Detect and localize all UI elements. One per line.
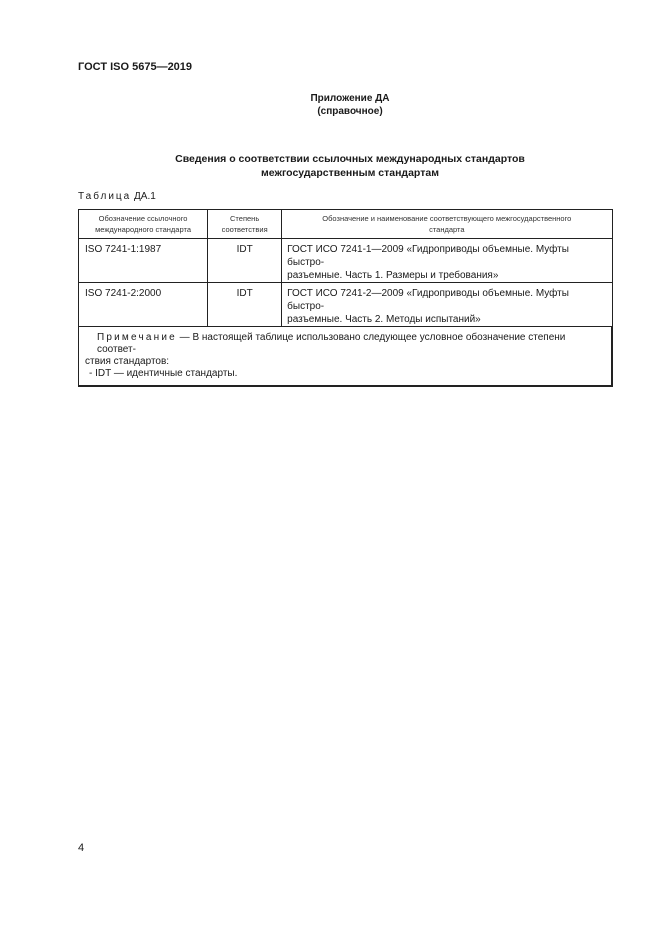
header-intl-standard — [79, 210, 208, 239]
standards-table — [78, 209, 613, 387]
header-col2-line1: Степень — [230, 214, 260, 223]
cell-interstate-line1: ГОСТ ИСО 7241-1—2009 «Гидроприводы объемные. Муфты быстро- — [287, 244, 569, 268]
note-item: - IDT — идентичные стандарты. — [89, 368, 238, 379]
cell-interstate-line2: разъемные. Часть 2. Методы испытаний» — [287, 314, 481, 325]
header-degree — [208, 210, 282, 239]
header-col3-line1: Обозначение и наименование соответствующего межгосударственного — [322, 214, 572, 223]
note-text-line2: ствия стандартов: — [85, 356, 170, 367]
cell-degree: IDT — [208, 283, 282, 327]
table-caption-number: ДА.1 — [134, 191, 156, 202]
cell-degree: IDT — [208, 239, 282, 283]
header-col2-line2: соответствия — [221, 225, 268, 234]
table-header-row — [79, 210, 613, 239]
note-first-line — [85, 332, 605, 356]
appendix-subtitle: (справочное) — [317, 106, 383, 117]
section-title — [100, 152, 600, 180]
note-label: Примечание — [97, 332, 177, 343]
table-row — [79, 283, 613, 327]
cell-intl-standard: ISO 7241-2:2000 — [79, 283, 208, 327]
cell-interstate-standard — [282, 283, 612, 327]
header-col1-line1: Обозначение ссылочного — [98, 214, 188, 223]
section-title-line2: межгосударственным стандартам — [261, 167, 439, 179]
table-row — [79, 239, 613, 283]
section-title-line1: Сведения о соответствии ссылочных международных стандартов — [175, 153, 525, 165]
header-col3-line2: стандарта — [429, 225, 465, 234]
appendix-title: Приложение ДА — [310, 93, 390, 104]
header-interstate-standard — [282, 210, 612, 239]
table-note — [79, 327, 613, 387]
note-text-line1: — В настоящей таблице использовано следующее условное обозначение степени соответ- — [97, 332, 566, 355]
table-note-row — [79, 327, 613, 387]
cell-interstate-standard — [282, 239, 612, 283]
cell-intl-standard: ISO 7241-1:1987 — [79, 239, 208, 283]
cell-interstate-line2: разъемные. Часть 1. Размеры и требования» — [287, 270, 499, 281]
document-code: ГОСТ ISO 5675—2019 — [78, 61, 193, 73]
appendix-heading — [300, 92, 400, 118]
page-number: 4 — [78, 842, 85, 854]
header-col1-line2: международного стандарта — [95, 225, 191, 234]
table-caption-label: Таблица — [78, 191, 132, 202]
table-caption — [78, 191, 156, 202]
cell-interstate-line1: ГОСТ ИСО 7241-2—2009 «Гидроприводы объемные. Муфты быстро- — [287, 288, 569, 312]
